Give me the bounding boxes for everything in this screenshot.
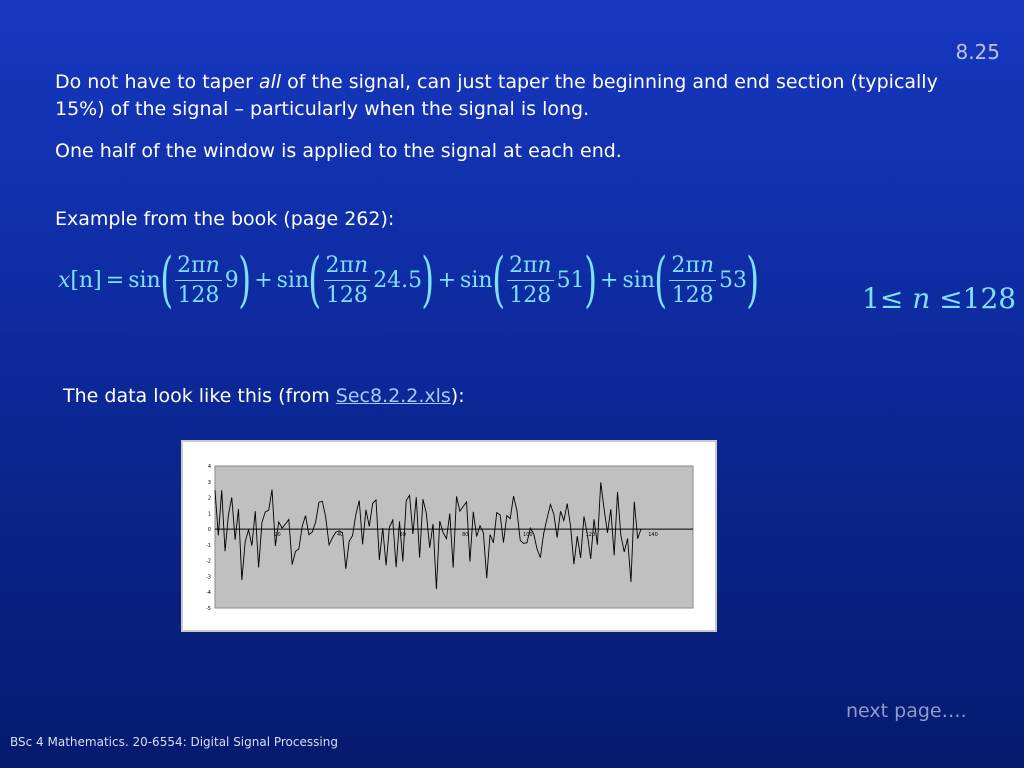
frac-num-2pi: 2π [325, 252, 355, 278]
formula-coef-4: 53 [719, 267, 748, 293]
formula-sin: sin [460, 267, 493, 293]
y-tick-label: 0 [207, 527, 211, 534]
frac-den: 128 [671, 282, 714, 308]
text-run: ): [450, 385, 465, 407]
frac-num-n: n [699, 252, 715, 278]
paragraph-window-half: One half of the window is applied to the signal at each end. [55, 140, 622, 162]
spreadsheet-link[interactable]: Sec8.2.2.xls [335, 385, 451, 407]
x-tick-label: 140 [648, 532, 658, 539]
paren-left: ( [491, 245, 505, 315]
y-tick-label: -5 [206, 606, 211, 612]
formula-x: x [58, 267, 71, 293]
frac-num-2pi: 2π [671, 252, 700, 278]
y-tick-label: 1 [207, 511, 211, 518]
paragraph-data-source [63, 383, 465, 410]
paren-right: ) [238, 245, 251, 315]
y-tick-label: -3 [206, 574, 211, 581]
text-run: of the signal, can just taper the beginning and end section (typically 15%) of the signal – particularly when the signal is long. [55, 71, 938, 120]
formula-sin: sin [622, 267, 655, 293]
frac-den: 128 [177, 282, 220, 308]
paren-left: ( [654, 245, 668, 315]
fraction [324, 253, 371, 308]
range-upper: 128 [962, 282, 1017, 315]
formula-sin: sin [128, 267, 161, 293]
next-page-link[interactable]: next page…. [846, 700, 967, 722]
x-tick-label: 80 [462, 532, 469, 539]
paren-left: ( [159, 245, 173, 315]
formula-plus: + [254, 267, 273, 293]
x-tick-label: 40 [336, 532, 344, 539]
text-run: Do not have to taper [55, 71, 259, 93]
y-tick-label: 4 [207, 464, 211, 470]
y-tick-label: -1 [206, 542, 211, 549]
footer: BSc 4 Mathematics. 20-6554: Digital Signal Processing [10, 735, 338, 749]
range-le: ≤ [879, 282, 904, 315]
frac-num-2pi: 2π [177, 252, 206, 278]
paren-right: ) [746, 245, 760, 315]
range-var: n [912, 282, 931, 315]
formula-coef-3: 51 [556, 267, 585, 293]
formula-plus: + [437, 267, 457, 293]
frac-den: 128 [509, 282, 552, 308]
n-range [862, 282, 1016, 315]
frac-den: 128 [325, 282, 368, 308]
frac-num-n: n [537, 252, 552, 278]
y-tick-label: 3 [207, 479, 211, 486]
fraction [175, 253, 222, 308]
x-tick-label: 20 [274, 532, 281, 539]
x-tick-label: 100 [523, 532, 533, 539]
range-le: ≤ [939, 282, 963, 315]
frac-num-n: n [205, 252, 220, 278]
emphasis-all: all [258, 71, 282, 93]
formula-sin: sin [276, 267, 310, 293]
formula-coef-2: 24.5 [373, 267, 423, 293]
frac-num-n: n [354, 252, 369, 278]
formula-equals: = [105, 267, 125, 293]
text-run: The data look like this (from [63, 385, 336, 407]
signal-chart [181, 440, 717, 632]
y-tick-label: 2 [207, 495, 211, 502]
y-tick-label: -4 [206, 590, 211, 597]
fraction [669, 253, 716, 308]
range-lower: 1 [862, 282, 880, 315]
paragraph-taper [55, 69, 955, 123]
paragraph-example: Example from the book (page 262): [55, 208, 395, 230]
y-tick-label: -2 [206, 558, 211, 565]
formula-coef-1: 9 [224, 267, 239, 293]
signal-formula [58, 240, 758, 320]
formula-n-index: [n] [70, 267, 102, 293]
fraction [507, 253, 554, 308]
slide-number: 8.25 [955, 40, 1000, 64]
paren-left: ( [308, 245, 322, 315]
paren-right: ) [583, 245, 597, 315]
signal-chart-svg [183, 442, 719, 634]
frac-num-2pi: 2π [508, 252, 538, 278]
x-tick-label: 60 [399, 532, 406, 539]
formula-plus: + [600, 267, 619, 293]
x-tick-label: 120 [585, 532, 596, 539]
paren-right: ) [421, 245, 435, 315]
